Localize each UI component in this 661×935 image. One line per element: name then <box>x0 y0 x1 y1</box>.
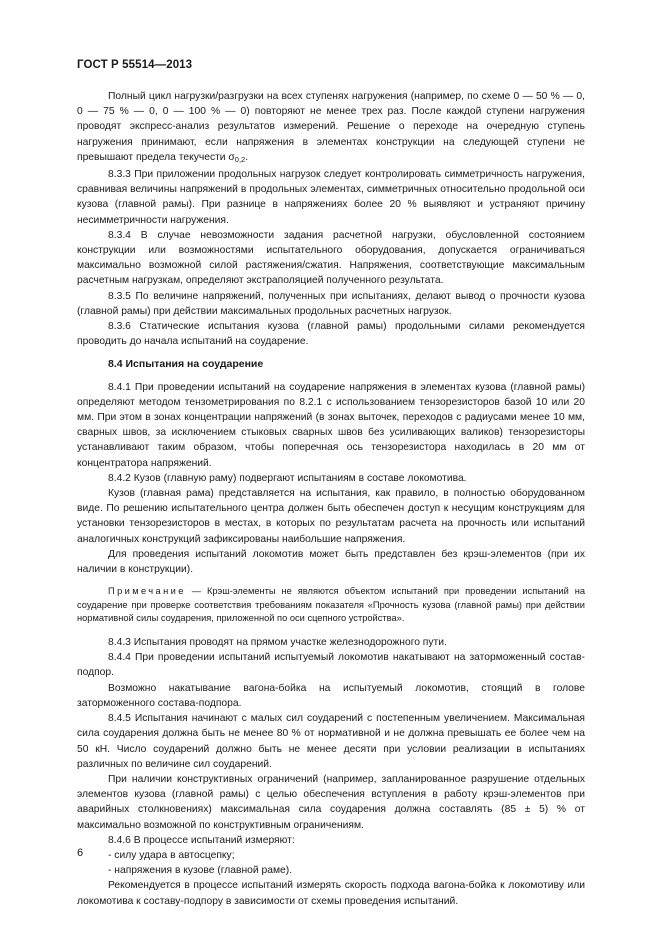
paragraph-constraints: При наличии конструктивных ограничений (например, запланированное разрушение отдельных элементов кузова (главной рамы) с целью обеспечения вступления в работу крэш-элементов при аварийных столкновениях) максимальная сила соударения должна составлять (85 ± 5) % от максимально возможной по конструктивным ограничениям. <box>77 773 585 831</box>
paragraph-8-3-5: 8.3.5 По величине напряжений, полученных при испытаниях, делают вывод о прочности кузова (главной рамы) при действии максимальных продольных расчетных нагрузок. <box>77 290 585 317</box>
paragraph-text: Полный цикл нагрузки/разгрузки на всех ступенях нагружения (например, по схеме 0 — 50 % — 0, 0 — 75 % — 0, 0 — 100 % — 0) повторяют не менее трех раз. После каждой ступени нагружения проводят экспресс-анализ результатов измерений. Решение о переходе на очередную ступень нагружения принимают, если напряжения в элементах конструкции на следующей ступени не превышают предела текучести σ <box>77 91 585 163</box>
list-item: - силу удара в автосцепку; <box>108 849 235 861</box>
paragraph-8-3-6: 8.3.6 Статические испытания кузова (главной рамы) продольными силами рекомендуется проводить до начала испытаний на соударение. <box>77 321 585 348</box>
document-header: ГОСТ Р 55514—2013 <box>77 59 193 71</box>
document-body <box>77 89 585 909</box>
paragraph-8-4-3: 8.4.3 Испытания проводят на прямом участке железнодорожного пути. <box>108 637 447 649</box>
paragraph-crash-elements: Для проведения испытаний локомотив может быть представлен без крэш-элементов (при их наличии в конструкции). <box>77 548 585 576</box>
paragraph-speed-recommendation: Рекомендуется в процессе испытаний измерять скорость подхода вагона-бойка к локомотиву или локомотива к составу-подпору в зависимости от схемы проведения испытаний. <box>77 880 585 907</box>
note-text: — Крэш-элементы не являются объектом испытаний при проведении испытаний на соударение при проверке соответствия требованиям показателя «Прочность кузова (главной рамы) при действии нормативной силы соударения, приложенной по оси сцепного устройства». <box>77 586 585 624</box>
list-item: - напряжения в кузове (главной раме). <box>108 865 293 877</box>
paragraph-load-cycle <box>77 89 585 167</box>
paragraph-8-4-6: 8.4.6 В процессе испытаний измеряют: <box>108 834 295 846</box>
paragraph-8-3-4: 8.3.4 В случае невозможности задания расчетной нагрузки, обусловленной состоянием конструкции или возможностями испытательного оборудования, допускается ограничиваться максимально возможной силой растяжения/сжатия. Напряжения, соответствующие максимальным расчетным нагрузкам, определяют экстраполяцией полученного результата. <box>77 229 585 287</box>
paragraph-wagon-ram: Возможно накатывание вагона-бойка на испытуемый локомотив, стоящий в голове заторможенного состава-подпора. <box>77 682 585 709</box>
paragraph-end: . <box>245 151 249 163</box>
paragraph-8-4-5: 8.4.5 Испытания начинают с малых сил соударений с постепенным увеличением. Максимальная сила соударения должна быть не менее 80 % от нормативной и не должна превышать ее более чем на 50 кН. Число соударений должно быть не менее десяти при условии реализации в испытаниях различных по величине сил соударений. <box>77 713 585 770</box>
paragraph-body-equipped: Кузов (главная рама) представляется на испытания, как правило, в полностью оборудованном виде. По решению испытательного центра должен быть обеспечен доступ к несущим конструкциям для установки тензорезисторов в местах, в которых по результатам расчета на прочность или испытаний аналогичных конструкций зафиксированы наибольшие напряжения. <box>77 488 585 545</box>
section-title-8-4: 8.4 Испытания на соударение <box>108 358 264 371</box>
paragraph-8-4-2: 8.4.2 Кузов (главную раму) подвергают испытаниям в составе локомотива. <box>108 472 467 484</box>
page-number: 6 <box>77 847 84 859</box>
note-block <box>77 585 585 626</box>
paragraph-8-4-1: 8.4.1 При проведении испытаний на соударение напряжения в элементах кузова (главной рамы) определяют методом тензометрирования по 8.2.1 с использованием тензорезисторов базой 10 или 20 мм. При этом в зонах концентрации напряжений (в зонах выточек, переходов с радиусами менее 10 мм, сварных швов, за исключением стыковых сварных швов без усиливающих валиков) тензорезисторы устанавливают таким образом, чтобы поперечная ось тензорезистора находилась в 20 мм от концентратора напряжений. <box>77 381 585 469</box>
yield-subscript: 0,2 <box>234 154 246 164</box>
paragraph-8-3-3: 8.3.3 При приложении продольных нагрузок следует контролировать симметричность нагружения, сравнивая величины напряжений в продольных элементах, симметричных относительно продольной оси кузова (главной рамы). При разнице в напряжениях более 20 % выявляют и устраняют причину несимметричности нагружения. <box>77 169 585 226</box>
note-label: Примечание <box>108 586 186 597</box>
paragraph-8-4-4: 8.4.4 При проведении испытаний испытуемый локомотив накатывают на заторможенный состав-подпор. <box>77 652 585 679</box>
